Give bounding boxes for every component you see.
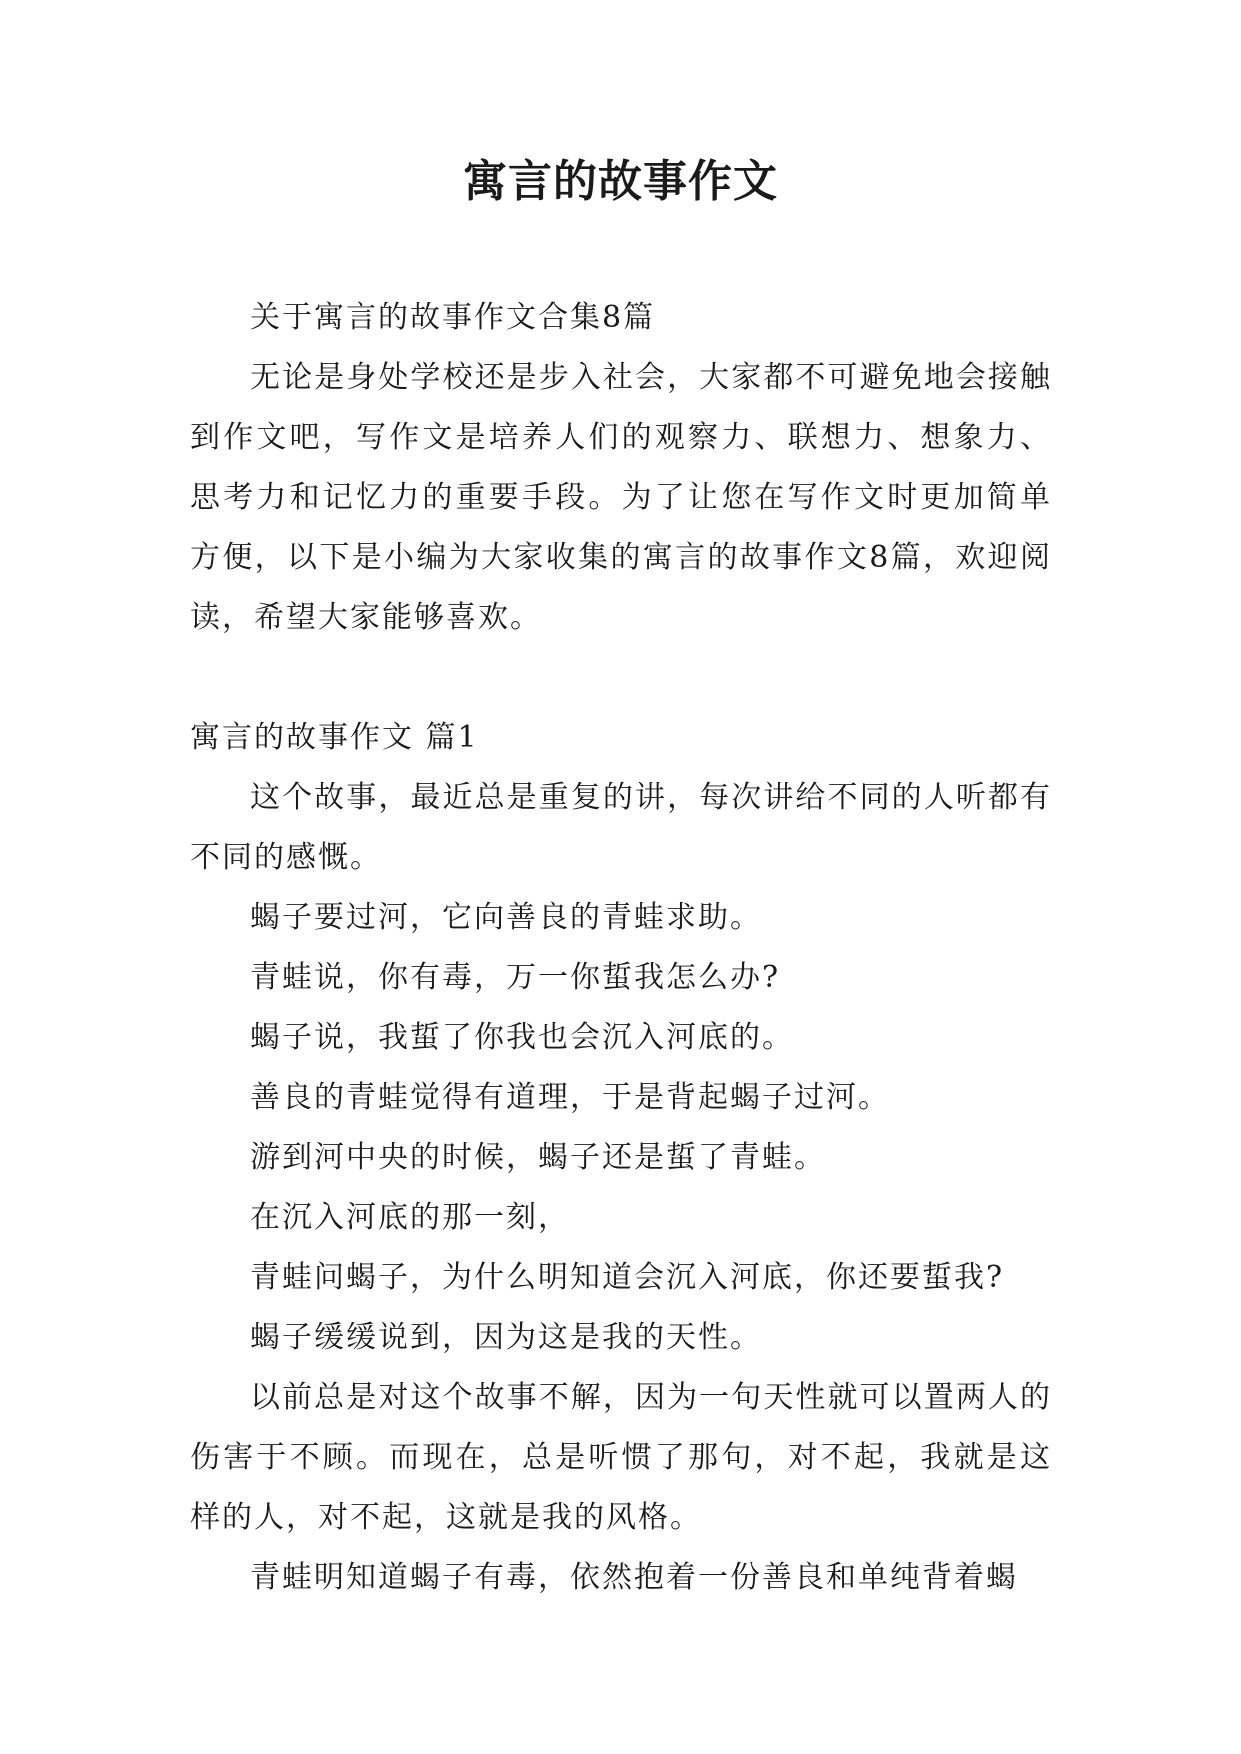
story-paragraph: 青蛙说，你有毒，万一你蜇我怎么办? [250,960,781,995]
story-paragraph: 青蛙问蝎子，为什么明知道会沉入河底，你还要蜇我? [250,1260,1005,1295]
story-paragraph: 游到河中央的时候，蝎子还是蜇了青蛙。 [250,1140,826,1175]
story-paragraph: 蝎子要过河，它向善良的青蛙求助。 [250,900,762,935]
story-paragraph: 青蛙明知道蝎子有毒，依然抱着一份善良和单纯背着蝎 [250,1560,1018,1595]
story-paragraph: 蝎子说，我蜇了你我也会沉入河底的。 [250,1020,794,1055]
document-title: 寓言的故事作文 [463,156,778,207]
document-body [190,288,1052,1608]
story-paragraph: 蝎子缓缓说到，因为这是我的天性。 [250,1320,762,1355]
collection-subtitle: 关于寓言的故事作文合集8篇 [250,300,656,335]
story-paragraph: 这个故事，最近总是重复的讲，每次讲给不同的人听都有不同的感慨。 [190,780,1052,875]
story-paragraph: 在沉入河底的那一刻， [250,1200,570,1235]
intro-paragraph: 无论是身处学校还是步入社会，大家都不可避免地会接触到作文吧，写作文是培养人们的观察力、联想力、想象力、思考力和记忆力的重要手段。为了让您在写作文时更加简单方便，以下是小编为大家收集的寓言的故事作文8篇，欢迎阅读，希望大家能够喜欢。 [190,360,1052,635]
story-paragraph: 以前总是对这个故事不解，因为一句天性就可以置两人的伤害于不顾。而现在，总是听惯了那句，对不起，我就是这样的人，对不起，这就是我的风格。 [190,1380,1052,1535]
story-paragraph: 善良的青蛙觉得有道理，于是背起蝎子过河。 [250,1080,890,1115]
section-heading: 寓言的故事作文 篇1 [190,720,479,755]
